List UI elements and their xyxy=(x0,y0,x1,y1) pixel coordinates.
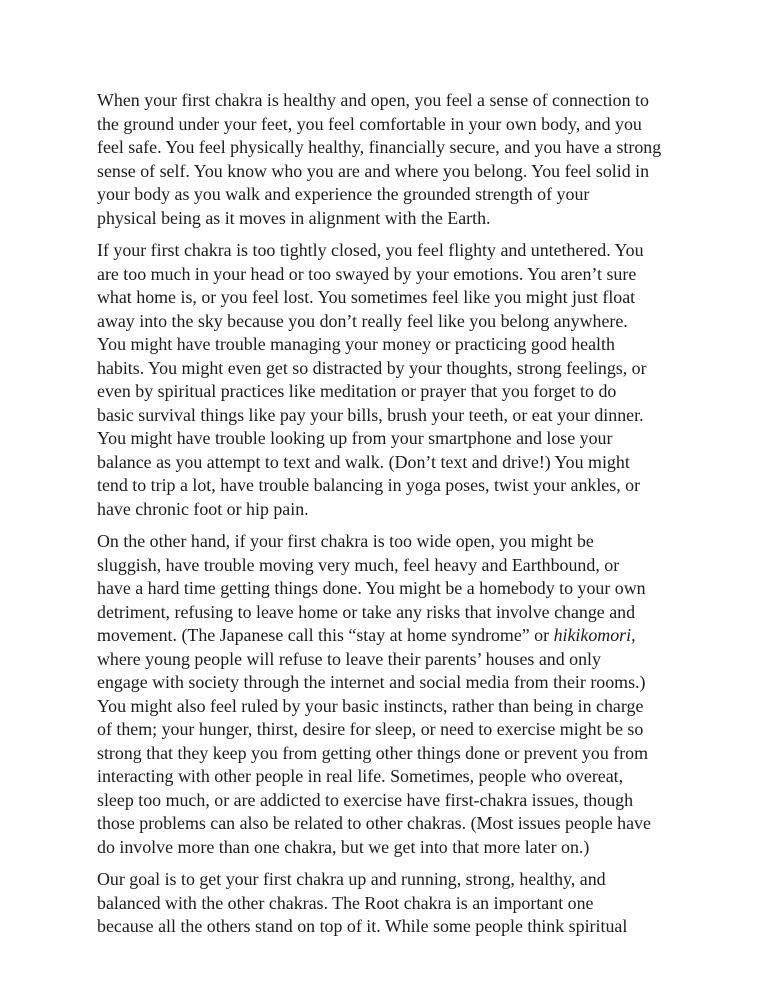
text-line: do involve more than one chakra, but we get into that more later on.) xyxy=(97,836,590,857)
paragraph-too-closed xyxy=(97,239,685,521)
text-line: engage with society through the internet and social media from their rooms.) xyxy=(97,672,646,692)
text-line: Our goal is to get your first chakra up and running, strong, healthy, and xyxy=(97,869,606,889)
text-line: basic survival things like pay your bills, brush your teeth, or eat your dinner. xyxy=(97,404,644,425)
text-line: sleep too much, or are addicted to exercise have first-chakra issues, though xyxy=(97,789,634,810)
text-line: You might have trouble looking up from your smartphone and lose your xyxy=(97,428,613,448)
text-line: those problems can also be related to other chakras. (Most issues people have xyxy=(97,813,651,833)
text-line: have chronic foot or hip pain. xyxy=(97,498,309,519)
text-line: are too much in your head or too swayed by your emotions. You aren’t sure xyxy=(97,263,637,284)
paragraph-healthy-open xyxy=(97,89,685,230)
text-line: strong that they keep you from getting other things done or prevent you from xyxy=(97,742,649,763)
paragraph-too-open xyxy=(97,530,685,859)
text-line-with-italic xyxy=(97,648,685,672)
text-line: When your first chakra is healthy and open, you feel a sense of connection to xyxy=(97,90,649,110)
text-line: On the other hand, if your first chakra is too wide open, you might be xyxy=(97,531,594,551)
text-line: have a hard time getting things done. You might be a homebody to your own xyxy=(97,578,646,598)
text-line: movement. (The Japanese call this “stay at home syndrome” or hikikomori, xyxy=(97,625,636,645)
text-line: what home is, or you feel lost. You sometimes feel like you might just float xyxy=(97,287,636,307)
text-line: away into the sky because you don’t really feel like you belong anywhere. xyxy=(97,310,628,331)
text-line: because all the others stand on top of it. While some people think spiritual xyxy=(97,916,628,936)
text-line: You might have trouble managing your money or practicing good health xyxy=(97,334,615,354)
text-line: If your first chakra is too tightly closed, you feel flighty and untethered. You xyxy=(97,240,644,260)
paragraph-goal xyxy=(97,868,685,939)
text-line: feel safe. You feel physically healthy, financially secure, and you have a strong xyxy=(97,137,662,157)
text-line: where young people will refuse to leave their parents’ houses and only xyxy=(97,648,601,669)
text-line: habits. You might even get so distracted by your thoughts, strong feelings, or xyxy=(97,357,647,378)
text-line: your body as you walk and experience the grounded strength of your xyxy=(97,184,590,204)
text-line: sluggish, have trouble moving very much, feel heavy and Earthbound, or xyxy=(97,554,620,575)
text-line: detriment, refusing to leave home or take any risks that involve change and xyxy=(97,601,636,622)
text-line: the ground under your feet, you feel comfortable in your own body, and you xyxy=(97,113,642,134)
text-line: of them; your hunger, thirst, desire for sleep, or need to exercise might be so xyxy=(97,719,644,739)
document-page xyxy=(97,89,685,948)
text-line: You might also feel ruled by your basic instincts, rather than being in charge xyxy=(97,695,644,716)
text-line: balance as you attempt to text and walk. (Don’t text and drive!) You might xyxy=(97,451,630,472)
text-line: tend to trip a lot, have trouble balancing in yoga poses, twist your ankles, or xyxy=(97,475,641,495)
text-line: balanced with the other chakras. The Root chakra is an important one xyxy=(97,892,594,913)
italic-term-hikikomori: hikikomori, xyxy=(553,625,636,645)
text-line: interacting with other people in real life. Sometimes, people who overeat, xyxy=(97,766,624,786)
text-line: even by spiritual practices like meditation or prayer that you forget to do xyxy=(97,381,617,401)
text-line: physical being as it moves in alignment with the Earth. xyxy=(97,207,491,228)
text-line: sense of self. You know who you are and where you belong. You feel solid in xyxy=(97,160,650,181)
